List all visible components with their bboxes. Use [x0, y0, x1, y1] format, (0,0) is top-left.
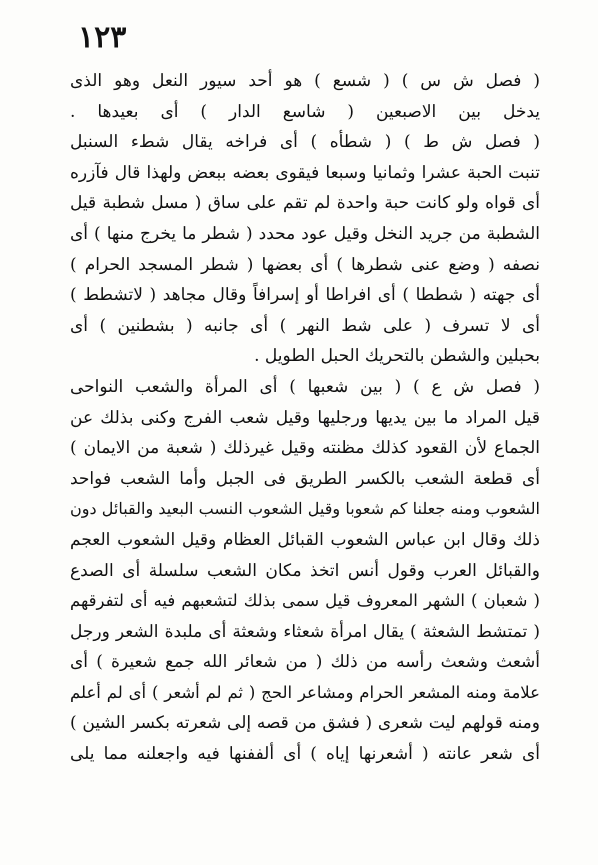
page-number: ١٢٣ — [78, 20, 127, 55]
text-line: قيل المراد ما بين يديها ورجليها وقيل شعب الفرج وكنى بذلك عن — [70, 407, 540, 428]
text-line: ( فصل ش ع ) ( بين شعبها ) أى المرأة والشعب النواحى — [70, 376, 540, 397]
text-line: ذلك وقال ابن عباس الشعوب القبائل العظام وقيل الشعوب العجم — [70, 529, 540, 550]
text-line: أى شعر عانته ( أشعرنها إياه ) أى ألففنها فيه واجعلنه مما يلى — [70, 744, 540, 765]
text-line: أى قطعة الشعب بالكسر الطريق فى الجبل وأما الشعب فواحد — [70, 468, 540, 489]
text-line: أى لا تسرف ( على شط النهر ) أى جانبه ( بشطنين ) أى — [70, 315, 540, 336]
text-line: أى قواه ولو كانت حبة واحدة لم تقم على ساق ( مسل شطبة قيل — [70, 193, 540, 214]
text-line: أشعث وشعث رأسه من ذلك ( من شعائر الله جمع شعيرة ) أى — [70, 652, 540, 673]
text-line: تنبت الحبة عشرا وثمانيا وسبعا فيقوى بعضه ببعض ولهذا قال فآزره — [70, 162, 540, 183]
text-line: الشعوب ومنه جعلنا كم شعوبا وقيل الشعوب النسب البعيد والقبائل دون — [70, 499, 540, 519]
body-text — [70, 66, 540, 770]
text-line: الشطبة من جريد النخل وقيل عود محدد ( شطر ما يخرج منها ) أى — [70, 223, 540, 244]
text-line: ( فصل ش ط ) ( شطأه ) أى فراخه يقال شطء السنبل — [70, 132, 540, 153]
text-line: نصفه ( وضع عنى شطرها ) أى بعضها ( شطر المسجد الحرام ) — [70, 254, 540, 275]
text-line: علامة ومنه المشعر الحرام ومشاعر الحج ( ثم لم أشعر ) أى لم أعلم — [70, 682, 540, 702]
text-line: ومنه قولهم ليت شعرى ( فشق من قصه إلى شعرته بكسر الشين ) — [70, 713, 540, 734]
text-line: أى جهته ( شططا ) أى افراطا أو إسرافاً وقال مجاهد ( لاتشطط ) — [70, 285, 540, 306]
text-line: الجماع لأن القعود كذلك مظنته وقيل غيرذلك ( شعبة من الايمان ) — [70, 438, 540, 459]
text-line: ( تمتشط الشعثة ) يقال امرأة شعثاء وشعثة أى ملبدة الشعر ورجل — [70, 621, 540, 642]
text-line: ( شعبان ) الشهر المعروف قيل سمى بذلك لتشعبهم فيه أى لتفرقهم — [70, 591, 540, 611]
text-line: ( فصل ش س ) ( شسع ) هو أحد سيور النعل وهو الذى — [70, 71, 540, 91]
text-line: والقبائل العرب وقول أنس اتخذ مكان الشعب سلسلة أى الصدع — [70, 560, 540, 581]
text-line: بحبلين والشطن بالتحريك الحبل الطويل . — [254, 346, 540, 367]
text-line: يدخل بين الاصبعين ( شاسع الدار ) أى بعيدها . — [70, 101, 540, 122]
